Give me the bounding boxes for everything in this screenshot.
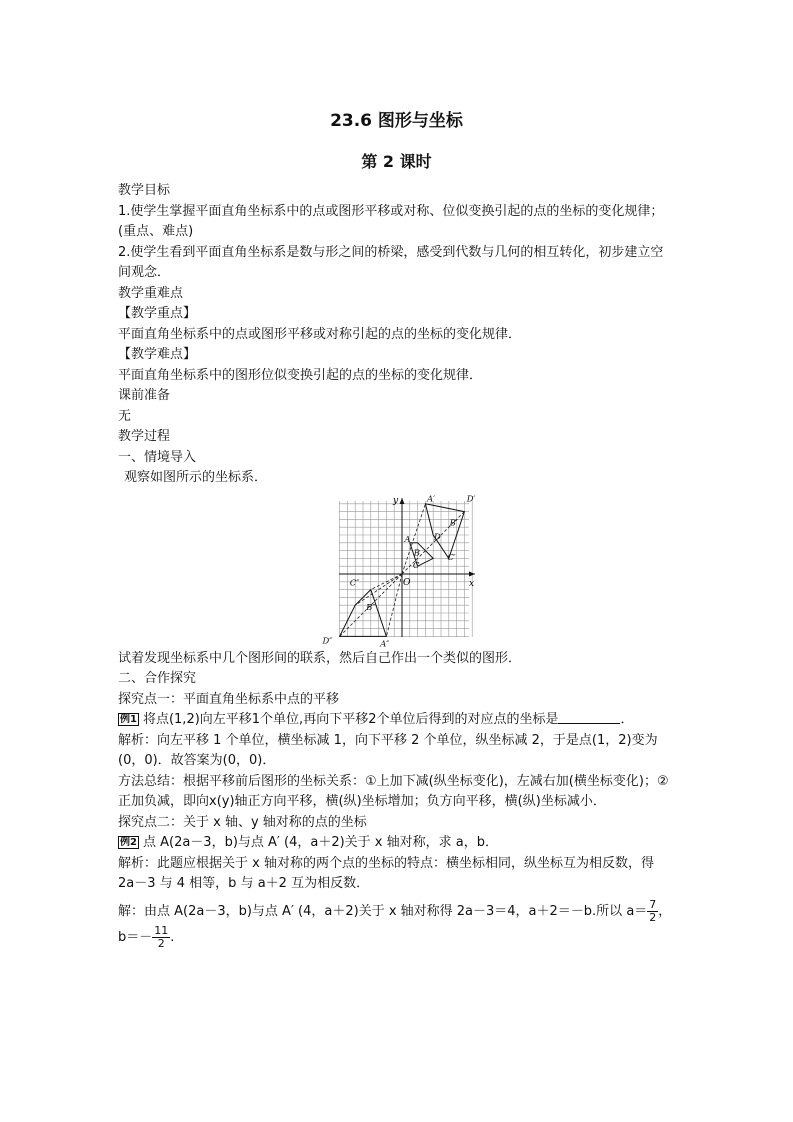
point-label: A — [404, 534, 411, 545]
example-2-tag: 例2 — [120, 837, 137, 848]
section-2-heading: 二、合作探究 — [118, 671, 197, 686]
prep-text: 无 — [118, 408, 132, 424]
y-axis-label: y — [393, 495, 399, 506]
coordinate-figure — [322, 493, 478, 650]
point-label: D′ — [466, 493, 476, 504]
key-heading: 教学重难点 — [118, 285, 184, 301]
point-label: A″ — [380, 639, 390, 650]
example-1 — [118, 710, 674, 731]
try-text: 试着发现坐标系中几个图形间的联系，然后自己作出一个类似的图形． — [118, 650, 522, 666]
example-1-analysis: 解析：向左平移 1 个单位，横坐标减 1，向下平移 2 个单位，纵坐标减 2，于是点(1，2)变为(0，0)．故答案为(0，0)． — [118, 732, 658, 768]
exploration-point-1: 探究点一：平面直角坐标系中点的平移 — [118, 691, 340, 707]
point-label: C′ — [447, 552, 456, 563]
solution: 解：由点 A(2a－3，b)与点 A′ (4，a＋2)关于 x 轴对称得 2a－3＝4，a＋2＝－b.所以 a＝ $\frac{7}{2}$ ， b＝－ $\frac{11}{2}$ . — [118, 897, 672, 950]
origin-label: O — [403, 577, 411, 588]
page-title: 23.6 图形与坐标 — [330, 111, 463, 131]
point-label: A′ — [426, 493, 436, 504]
fraction-b-num: 11 — [154, 923, 169, 937]
goal-1: 1.使学生掌握平面直角坐标系中的点或图形平移或对称、位似变换引起的点的坐标的变化规律；(重点、难点) — [118, 203, 664, 239]
point-label: B″ — [366, 602, 376, 613]
point-label: B′ — [449, 518, 458, 529]
y-axis-arrow — [400, 498, 405, 504]
process-heading: 教学过程 — [118, 429, 171, 444]
page-subtitle: 第 2 课时 — [361, 152, 432, 171]
prep-heading: 课前准备 — [118, 388, 171, 403]
goal-2: 2.使学生看到平面直角坐标系是数与形之间的桥梁，感受到代数与几何的相互转化，初步建立空间观念． — [118, 244, 664, 280]
solution-a: 解：由点 A(2a－3，b)与点 A′ (4，a＋2)关于 x 轴对称得 2a－3＝4，a＋2＝－b.所以 a＝ — [118, 903, 648, 919]
method-summary: 方法总结：根据平移前后图形的坐标关系：①上加下减(纵坐标变化)，左减右加(横坐标变化)；②正加负减，即向x(y)轴正方向平移，横(纵)坐标增加；负方向平移，横(纵)坐标减小． — [118, 773, 669, 809]
document-body — [118, 181, 674, 951]
fraction-b-den: 2 — [157, 936, 165, 950]
example-1-text: 将点(1,2)向左平移1个单位,再向下平移2个单位后得到的对应点的坐标是 — [142, 712, 559, 727]
example-1-tag: 例1 — [120, 714, 137, 725]
section-1-heading: 一、情境导入 — [118, 449, 197, 465]
point-label: C″ — [349, 578, 360, 589]
observe-text: 观察如图所示的坐标系． — [124, 470, 268, 485]
example-2-analysis: 解析：此题应根据关于 x 轴对称的两个点的坐标的特点：横坐标相同，纵坐标互为相反数，得 2a－3 与 4 相等，b 与 a＋2 互为相反数． — [118, 855, 654, 891]
difficulty-text: 平面直角坐标系中的图形位似变换引起的点的坐标的变化规律． — [118, 367, 483, 383]
point-label: C — [412, 560, 420, 571]
example-2 — [118, 833, 674, 854]
point-label: B — [413, 547, 420, 558]
difficulty-tag: 【教学难点】 — [118, 347, 197, 362]
point-label: D″ — [322, 635, 333, 646]
point-label: D — [433, 532, 441, 543]
exploration-point-2: 探究点二：关于 x 轴、y 轴对称的点的坐标 — [118, 814, 367, 830]
key-text: 平面直角坐标系中的点或图形平移或对称引起的点的坐标的变化规律． — [118, 326, 522, 342]
x-axis-label: x — [469, 578, 475, 589]
example-1-end: ． — [620, 712, 634, 727]
fraction-a-num: 7 — [649, 897, 657, 911]
answer-blank — [558, 711, 620, 724]
example-2-text: 点 A(2a－3，b)与点 A′ (4，a＋2)关于 x 轴对称，求 a，b． — [142, 835, 498, 850]
fraction-a — [647, 899, 658, 924]
goals-heading: 教学目标 — [118, 183, 171, 198]
key-tag: 【教学重点】 — [118, 306, 197, 321]
fraction-a-den: 2 — [649, 910, 657, 924]
solution-b: b＝－ — [118, 929, 153, 945]
fraction-b — [152, 925, 170, 950]
